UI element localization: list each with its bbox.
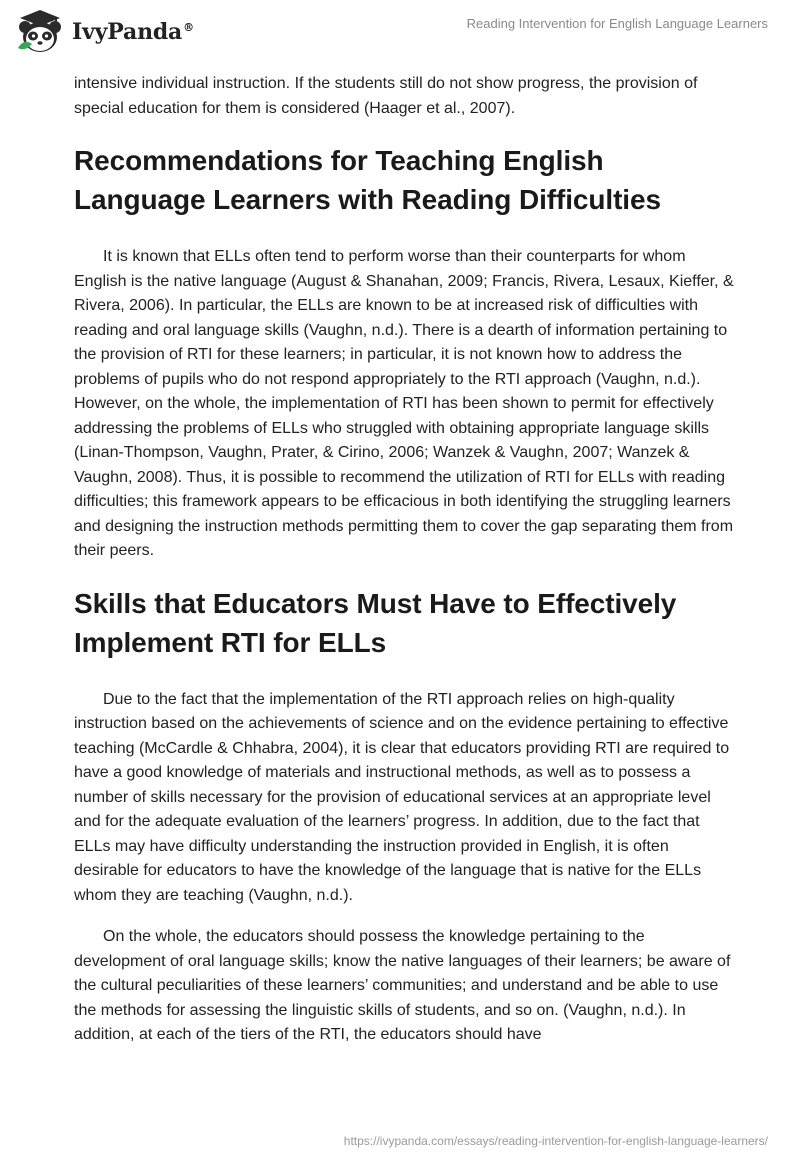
paragraph-skills-2: On the whole, the educators should possess the knowledge pertaining to the development of oral language skills; know the native languages of their learners; be aware of the cultural peculiarities of these learners’ communities; and understand and be able to use the methods for assessing the linguistic skills of students, and so on. (Vaughn, n.d.). In addition, at each of the tiers of the RTI, the educators should have — [74, 928, 731, 1043]
section-heading-recommendations: Recommendations for Teaching English Language Learners with Reading Difficulties — [74, 145, 661, 215]
logo-wordmark: IvyPanda® — [72, 19, 194, 45]
site-logo[interactable] — [14, 8, 194, 56]
panda-logo-icon — [14, 8, 66, 56]
document-title: Reading Intervention for English Language Learners — [466, 16, 768, 31]
paragraph-continuation: intensive individual instruction. If the students still do not show progress, the provision of special education for them is considered (Haager et al., 2007). — [74, 75, 698, 117]
essay-content — [74, 72, 734, 1065]
paragraph-skills-1: Due to the fact that the implementation of the RTI approach relies on high-quality instruction based on the achievements of science and on the evidence pertaining to effective teaching (McCardle & Chhabra, 2004), it is clear that educators providing RTI are required to have a good knowledge of materials and instructional methods, as well as to possess a number of skills necessary for the provision of educational services at an appropriate level and for the adequate evaluation of the learners’ progress. In addition, due to the fact that ELLs may have difficulty understanding the instruction provided in English, it is often desirable for educators to have the knowledge of the language that is native for the ELLs whom they are teaching (Vaughn, n.d.). — [74, 690, 730, 904]
footer-url-link[interactable]: https://ivypanda.com/essays/reading-intervention-for-english-language-learners/ — [343, 1134, 768, 1148]
page-header — [0, 0, 800, 62]
paragraph-recommendations: It is known that ELLs often tend to perform worse than their counterparts for whom English is the native language (August & Shanahan, 2009; Francis, Rivera, Lesaux, Kieffer, & Rivera, 2006). In particular, the ELLs are known to be at increased risk of difficulties with reading and oral language skills (Vaughn, n.d.). There is a dearth of information pertaining to the provision of RTI for these learners; in particular, it is not known how to address the problems of pupils who do not respond appropriately to the RTI approach (Vaughn, n.d.). However, on the whole, the implementation of RTI has been shown to permit for effectively addressing the problems of ELLs who struggled with obtaining appropriate language skills (Linan-Thompson, Vaughn, Prater, & Cirino, 2006; Wanzek & Vaughn, 2007; Wanzek & Vaughn, 2008). Thus, it is possible to recommend the utilization of RTI for ELLs with reading difficulties; this framework appears to be efficacious in both identifying the struggling learners and designing the instruction methods permitting them to cover the gap separating them from their peers. — [74, 248, 734, 559]
section-heading-skills: Skills that Educators Must Have to Effectively Implement RTI for ELLs — [74, 587, 677, 658]
